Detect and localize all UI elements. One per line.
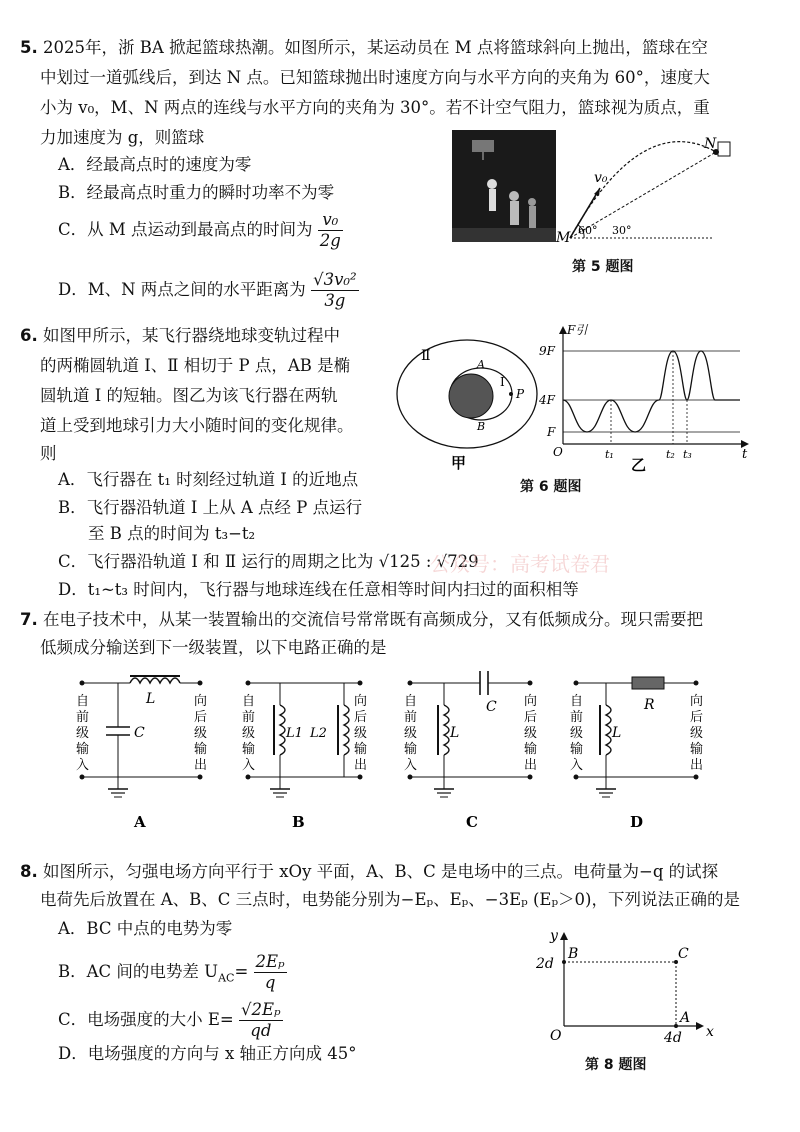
q8-y-axis-label: y: [550, 928, 558, 944]
svg-text:级: 级: [570, 726, 584, 741]
q5-c-fraction: $\frac{\text{v₀}}{2g}$: [319, 210, 341, 250]
q5-option-a[interactable]: A．经最高点时的速度为零: [58, 155, 252, 174]
q6-t1-tick: t₁: [605, 448, 614, 461]
q5-angle30: 30°: [612, 224, 632, 237]
svg-text:输: 输: [354, 742, 368, 757]
q8-b-point: B: [568, 946, 579, 962]
svg-text:向: 向: [524, 694, 538, 709]
q6-b-label: B: [477, 420, 486, 433]
circuit-b-l2-label: L2: [310, 726, 327, 741]
svg-text:输: 输: [524, 742, 538, 757]
q5-v0-label: v₀: [594, 170, 608, 186]
q6-option-c[interactable]: C．飞行器沿轨道 Ⅰ 和 Ⅱ 运行的周期之比为 √125 : √729: [58, 552, 479, 571]
svg-text:向: 向: [354, 694, 368, 709]
svg-text:自: 自: [242, 694, 256, 709]
svg-text:级: 级: [242, 726, 256, 741]
circuit-c[interactable]: [408, 671, 533, 797]
svg-text:向: 向: [194, 694, 208, 709]
circuit-a-shunt-label: C: [134, 725, 145, 741]
svg-text:入: 入: [404, 758, 418, 773]
svg-text:级: 级: [404, 726, 418, 741]
q5-line4: 力加速度为 g，则篮球: [40, 128, 205, 147]
svg-text:出: 出: [354, 758, 368, 773]
q6-origin: O: [553, 445, 563, 459]
svg-text:出: 出: [194, 758, 208, 773]
circuit-a-letter: A: [134, 813, 146, 831]
q5-caption: 第 5 题图: [572, 259, 634, 275]
q8-c-fraction: $\frac{\text{√2Eₚ}}{qd}$: [241, 1000, 281, 1040]
svg-text:输: 输: [194, 742, 208, 757]
svg-text:后: 后: [524, 710, 538, 725]
q6-option-d[interactable]: D．t₁~t₃ 时间内，飞行器与地球连线在任意相等时间内扫过的面积相等: [58, 580, 579, 599]
q8-option-c[interactable]: C．电场强度的大小 E= $\frac{\text{√2Eₚ}}{qd}$: [58, 1000, 281, 1040]
q8-b-fraction: $\frac{\text{2Eₚ}}{q}$: [255, 952, 285, 992]
circuit-c-letter: C: [466, 813, 478, 831]
circuit-b-io-labels: [242, 694, 367, 773]
q5-option-c[interactable]: C．从 M 点运动到最高点的时间为 $\frac{\text{v₀}}{2g}$: [58, 210, 341, 250]
svg-text:入: 入: [570, 758, 584, 773]
q6-jia-label: 甲: [451, 454, 467, 472]
svg-text:输: 输: [404, 742, 418, 757]
q6-option-a[interactable]: A．飞行器在 t₁ 时刻经过轨道 Ⅰ 的近地点: [58, 470, 359, 489]
q7-line1: 7. 在电子技术中，从某一装置输出的交流信号常常既有高频成分，又有低频成分。现只需要把: [20, 610, 703, 629]
svg-text:入: 入: [242, 758, 256, 773]
q5-d-fraction: $\frac{\text{√3v₀²}}{3g}$: [313, 270, 357, 310]
q6-orbit1-label: Ⅰ: [500, 375, 505, 389]
circuit-d[interactable]: [574, 677, 699, 797]
svg-text:级: 级: [354, 726, 368, 741]
q8-4d-tick: 4d: [664, 1030, 682, 1046]
circuit-b[interactable]: [246, 681, 363, 798]
circuit-c-io-labels: [404, 694, 537, 773]
svg-text:后: 后: [194, 710, 208, 725]
q6-yi-label: 乙: [631, 456, 647, 472]
svg-text:前: 前: [404, 710, 418, 725]
q6-t2-tick: t₂: [666, 448, 675, 461]
q8-line1: 8. 如图所示，匀强电场方向平行于 xOy 平面，A、B、C 是电场中的三点。电荷量为−q 的试探: [20, 862, 719, 881]
q6-number: 6.: [20, 326, 38, 345]
svg-text:向: 向: [690, 694, 704, 709]
q6-a-label: A: [477, 358, 485, 371]
q6-figure-jia: [395, 334, 545, 474]
q7-number: 7.: [20, 610, 38, 629]
svg-text:级: 级: [76, 726, 90, 741]
svg-text:自: 自: [76, 694, 90, 709]
q5-line3: 小为 v₀，M、N 两点的连线与水平方向的夹角为 30°。若不计空气阻力，篮球视为质点，重: [40, 98, 710, 117]
q8-number: 8.: [20, 862, 38, 881]
q6-line3: 圆轨道 Ⅰ 的短轴。图乙为该飞行器在两轨: [40, 386, 338, 405]
q6-option-b-cont: 至 B 点的时间为 t₃−t₂: [88, 524, 256, 543]
q8-figure: [530, 926, 720, 1048]
svg-text:级: 级: [524, 726, 538, 741]
svg-text:级: 级: [194, 726, 208, 741]
q8-option-b[interactable]: B．AC 间的电势差 $U_{AC}=$ $\frac{\text{2Eₚ}}{q}$: [58, 952, 285, 992]
q8-origin: O: [550, 1028, 562, 1044]
q5-n-label: N: [704, 136, 717, 152]
q6-figure-yi: [535, 322, 757, 472]
watermark: 公众号：高考试卷君: [430, 552, 610, 576]
q6-f-axis-label: F引: [567, 323, 588, 337]
q6-9f-tick: 9F: [539, 344, 555, 358]
q6-line5: 则: [40, 444, 57, 463]
q6-p-label: P: [516, 387, 525, 401]
circuit-d-series-label: R: [644, 697, 655, 713]
svg-text:前: 前: [570, 710, 584, 725]
q6-option-b[interactable]: B．飞行器沿轨道 Ⅰ 上从 A 点经 P 点运行: [58, 498, 363, 517]
svg-text:前: 前: [242, 710, 256, 725]
svg-text:出: 出: [690, 758, 704, 773]
q5-m-label: M: [556, 230, 571, 246]
svg-text:级: 级: [690, 726, 704, 741]
circuit-d-letter: D: [630, 813, 644, 831]
svg-text:后: 后: [354, 710, 368, 725]
q8-line2: 电荷先后放置在 A、B、C 三点时，电势能分别为−Eₚ、Eₚ、−3Eₚ (Eₚ＞0)，下列说法正确的是: [40, 890, 740, 909]
circuit-b-l1-label: L1: [286, 726, 303, 741]
q5-option-d[interactable]: D．M、N 两点之间的水平距离为 $\frac{\text{√3v₀²}}{3g}$: [58, 270, 357, 310]
q5-figure: [452, 130, 752, 250]
q8-x-axis-label: x: [706, 1024, 714, 1040]
q5-angle60: 60°: [578, 224, 598, 237]
svg-text:后: 后: [690, 710, 704, 725]
q8-c-point: C: [678, 946, 689, 962]
q8-a-point: A: [680, 1010, 691, 1026]
q6-caption: 第 6 题图: [520, 479, 582, 495]
q6-f-tick: F: [547, 425, 556, 439]
q7-line2: 低频成分输送到下一级装置，以下电路正确的是: [40, 638, 387, 657]
q6-t-axis-label: t: [742, 447, 748, 462]
q7-circuits: [60, 665, 750, 840]
q6-line2: 的两椭圆轨道 Ⅰ、Ⅱ 相切于 P 点，AB 是椭: [40, 356, 351, 375]
q8-caption: 第 8 题图: [585, 1057, 647, 1073]
q8-2d-tick: 2d: [536, 956, 554, 972]
svg-text:输: 输: [690, 742, 704, 757]
svg-text:输: 输: [570, 742, 584, 757]
svg-text:前: 前: [76, 710, 90, 725]
q6-orbit2-label: Ⅱ: [421, 348, 431, 364]
svg-text:入: 入: [76, 758, 90, 773]
q5-line1: 5. 2025年，浙 BA 掀起篮球热潮。如图所示，某运动员在 M 点将篮球斜向上抛出，篮球在空: [20, 38, 708, 57]
circuit-a-series-label: L: [146, 691, 156, 707]
svg-text:自: 自: [570, 694, 584, 709]
q8-option-a[interactable]: A．BC 中点的电势为零: [58, 919, 233, 938]
q6-4f-tick: 4F: [539, 393, 555, 407]
q6-line1: 6. 如图甲所示，某飞行器绕地球变轨过程中: [20, 326, 340, 345]
svg-text:输: 输: [242, 742, 256, 757]
svg-text:输: 输: [76, 742, 90, 757]
circuit-d-io-labels: [570, 694, 703, 773]
q6-t3-tick: t₃: [683, 448, 692, 461]
circuit-c-series-label: C: [486, 699, 497, 715]
q5-option-b[interactable]: B．经最高点时重力的瞬时功率不为零: [58, 183, 335, 202]
svg-text:出: 出: [524, 758, 538, 773]
circuit-b-letter: B: [292, 813, 305, 831]
q5-number: 5.: [20, 38, 38, 57]
q6-line4: 道上受到地球引力大小随时间的变化规律。: [40, 416, 354, 435]
q5-line2: 中划过一道弧线后，到达 N 点。已知篮球抛出时速度方向与水平方向的夹角为 60°，速度大: [40, 68, 710, 87]
circuit-c-shunt-label: L: [450, 725, 460, 741]
q8-option-d[interactable]: D．电场强度的方向与 x 轴正方向成 45°: [58, 1044, 357, 1063]
circuit-d-shunt-label: L: [612, 725, 622, 741]
svg-text:自: 自: [404, 694, 418, 709]
